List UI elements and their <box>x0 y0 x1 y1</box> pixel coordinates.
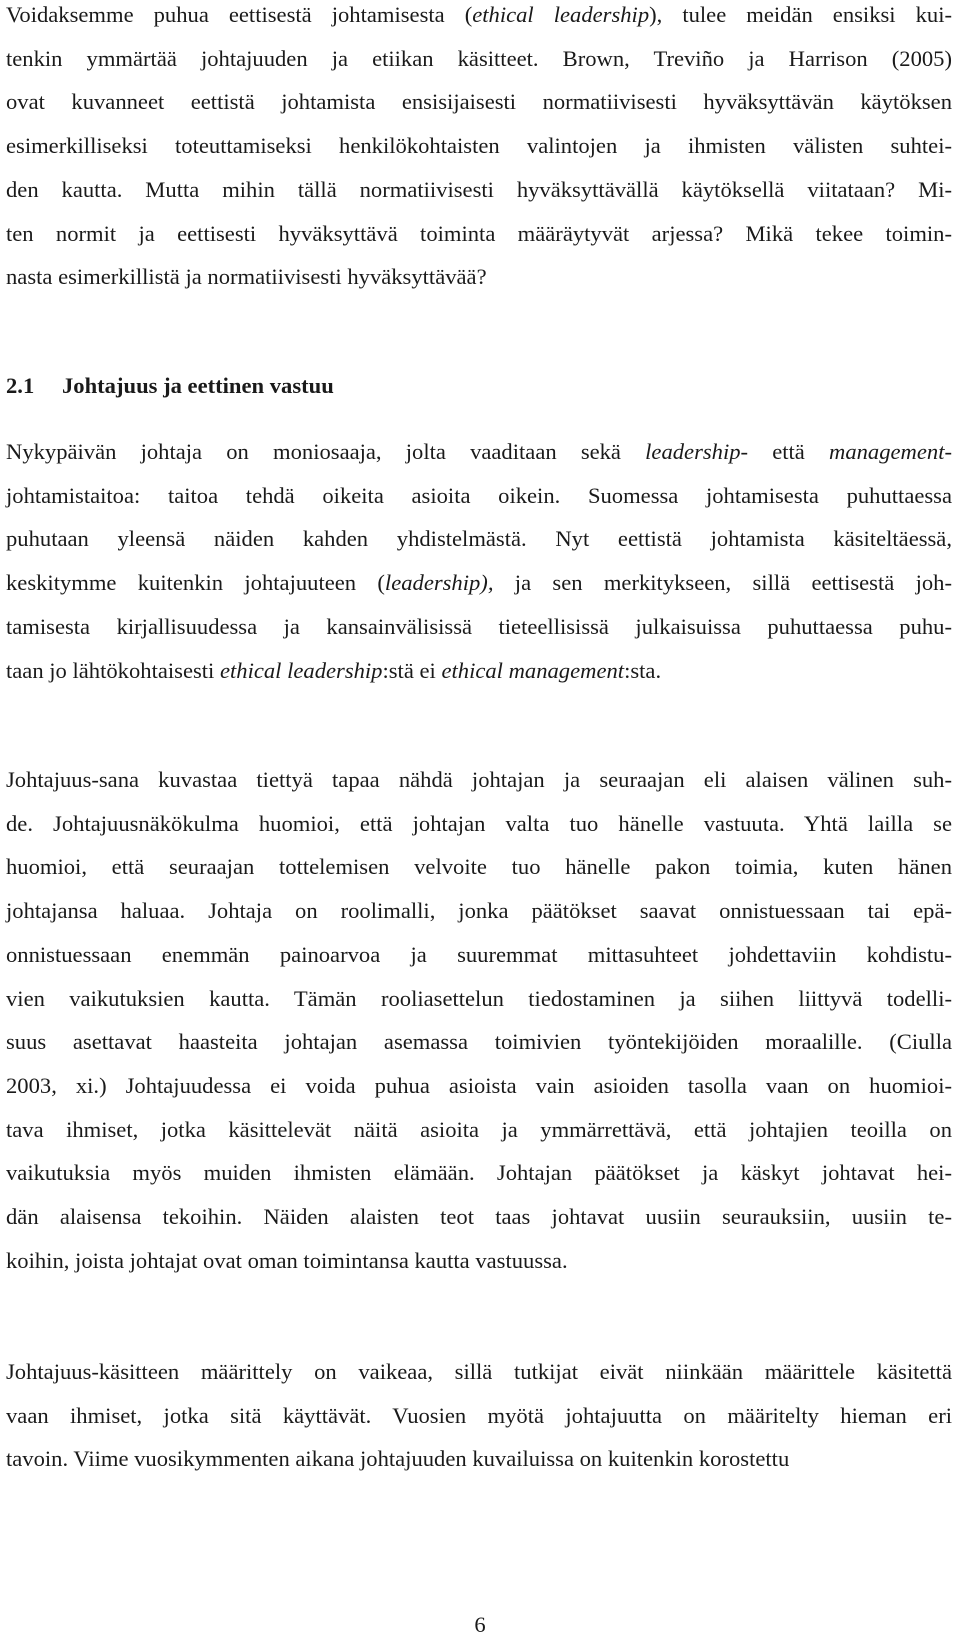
text-line: huomioi, että seuraajan tottelemisen velvoite tuo hänelle pakon toimia, kuten hänen <box>6 854 952 880</box>
text-line: tava ihmiset, jotka käsittelevät näitä asioita ja ymmärrettävä, että johtajien teoilla on <box>6 1116 952 1142</box>
italic-term: ethical leadership <box>472 2 650 27</box>
text-line: dän alaisensa tekoihin. Näiden alaisten teot taas johtavat uusiin seurauksiin, uusiin te- <box>6 1204 952 1230</box>
text-line: keskitymme kuitenkin johtajuuteen (leadership), ja sen merkitykseen, sillä eettisestä joh- <box>6 570 952 596</box>
text-line: johtamistaitoa: taitoa tehdä oikeita asioita oikein. Suomessa johtamisesta puhuttaessa <box>6 482 952 508</box>
text-line: tenkin ymmärtää johtajuuden ja etiikan käsitteet. Brown, Treviño ja Harrison (2005) <box>6 45 952 71</box>
text-line: Johtajuus-käsitteen määrittely on vaikeaa, sillä tutkijat eivät niinkään määrittele käsitettä <box>6 1359 952 1384</box>
section-number: 2.1 <box>6 373 35 398</box>
paragraph-definition <box>6 1350 952 1481</box>
page-number: 6 <box>474 1612 486 1637</box>
section-heading <box>6 371 334 401</box>
italic-term: leadership), <box>384 570 494 596</box>
section-title: Johtajuus ja eettinen vastuu <box>62 373 334 398</box>
text-line: esimerkilliseksi toteuttamiseksi henkilökohtaisten valintojen ja ihmisten välisten suhtei- <box>6 133 952 159</box>
text-line: tamisesta kirjallisuudessa ja kansainvälisissä tieteellisissä julkaisuissa puhuttaessa puhu- <box>6 613 952 639</box>
text-line: 2003, xi.) Johtajuudessa ei voida puhua asioista vain asioiden tasolla vaan on huomioi- <box>6 1072 952 1098</box>
text-line: den kautta. Mutta mihin tällä normatiivisesti hyväksyttävällä käytöksellä viitataan? Mi- <box>6 176 952 202</box>
paragraph-intro <box>6 0 952 299</box>
text-line: koihin, joista johtajat ovat oman toimintansa kautta vastuussa. <box>6 1247 568 1273</box>
text-line: vaan ihmiset, jotka sitä käyttävät. Vuosien myötä johtajuutta on määritelty hieman eri <box>6 1402 952 1428</box>
text-line: taan jo lähtökohtaisesti ethical leadership:stä ei ethical management:sta. <box>6 657 662 683</box>
text-line: ten normit ja eettisesti hyväksyttävä toiminta määräytyvät arjessa? Mikä tekee toimin- <box>6 220 952 246</box>
text-line: vien vaikutuksien kautta. Tämän rooliasettelun tiedostaminen ja siihen liittyvä todelli- <box>6 985 952 1011</box>
text-line: Voidaksemme puhua eettisestä johtamisesta (ethical leadership), tulee meidän ensiksi kui- <box>6 2 952 27</box>
text-line: Nykypäivän johtaja on moniosaaja, jolta vaaditaan sekä leadership- että management- <box>6 439 952 464</box>
text-line: johtajansa haluaa. Johtaja on roolimalli, jonka päätökset saavat onnistuessaan tai epä- <box>6 898 952 924</box>
text-line: puhutaan yleensä näiden kahden yhdistelmästä. Nyt eettistä johtamista käsiteltäessä, <box>6 526 952 552</box>
italic-term: ethical leadership <box>219 657 383 683</box>
italic-term: leadership <box>645 439 741 464</box>
text-line: tavoin. Viime vuosikymmenten aikana johtajuuden kuvailuissa on kuitenkin korostettu <box>6 1446 790 1472</box>
text-line: nasta esimerkillistä ja normatiivisesti hyväksyttävää? <box>6 264 487 290</box>
text-line: ovat kuvanneet eettistä johtamista ensisijaisesti normatiivisesti hyväksyttävän käytöksen <box>6 89 952 115</box>
text-line: Johtajuus-sana kuvastaa tiettyä tapaa nähdä johtajan ja seuraajan eli alaisen välinen suh- <box>6 767 952 792</box>
paragraph-modern-leader <box>6 430 952 692</box>
text-line: onnistuessaan enemmän painoarvoa ja suuremmat mittasuhteet johdettaviin kohdistu- <box>6 941 952 967</box>
italic-term: ethical management <box>441 657 625 683</box>
text-line: vaikutuksia myös muiden ihmisten elämään. Johtajan päätökset ja käskyt johtavat hei- <box>6 1160 952 1186</box>
italic-term: management <box>829 439 945 464</box>
paragraph-leadership-word <box>6 758 952 1282</box>
text-line: suus asettavat haasteita johtajan asemassa toimivien työntekijöiden moraalille. (Ciulla <box>6 1029 952 1055</box>
text-line: de. Johtajuusnäkökulma huomioi, että johtajan valta tuo hänelle vastuuta. Yhtä lailla se <box>6 810 952 836</box>
